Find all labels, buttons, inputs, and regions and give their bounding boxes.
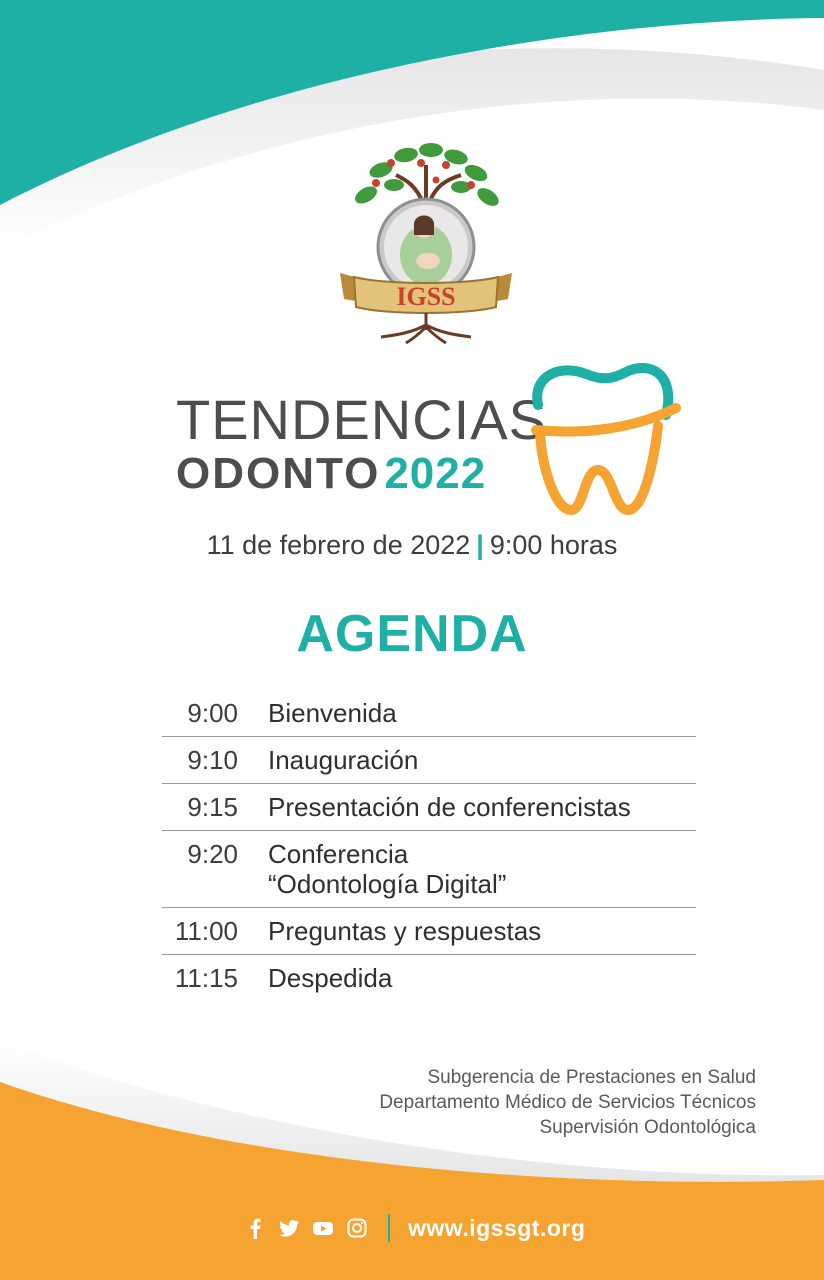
- agenda-time: 9:20: [187, 839, 238, 869]
- event-wordmark: [176, 388, 547, 498]
- event-date-time: [0, 530, 824, 561]
- igss-seal-logo: [336, 135, 516, 345]
- agenda-item: [162, 831, 696, 908]
- credit-line: Subgerencia de Prestaciones en Salud: [427, 1067, 756, 1088]
- agenda-label: Conferencia: [268, 839, 409, 869]
- instagram-icon[interactable]: [346, 1217, 368, 1239]
- agenda-title: AGENDA: [296, 605, 528, 663]
- footer-social: [244, 1214, 585, 1242]
- agenda-time: 11:00: [174, 916, 238, 946]
- agenda-list: [162, 690, 696, 1001]
- agenda-label: Presentación de conferencistas: [268, 792, 631, 822]
- agenda-time: 9:00: [187, 698, 238, 728]
- twitter-icon[interactable]: [278, 1217, 300, 1239]
- agenda-item: [162, 690, 696, 737]
- agenda-label: Despedida: [268, 963, 393, 993]
- agenda-item: [162, 784, 696, 831]
- agenda-label: Bienvenida: [268, 698, 397, 728]
- agenda-label-multiline: [268, 839, 506, 899]
- wordmark-line1: TENDENCIAS: [176, 388, 547, 451]
- tooth-logo-icon: [526, 360, 686, 525]
- facebook-icon[interactable]: [244, 1217, 266, 1239]
- youtube-icon[interactable]: [312, 1217, 334, 1239]
- wordmark-year: 2022: [384, 449, 487, 498]
- agenda-label: Preguntas y respuestas: [268, 916, 542, 946]
- credit-line: Departamento Médico de Servicios Técnicos: [379, 1092, 756, 1113]
- agenda-time: 9:15: [187, 792, 238, 822]
- agenda-item: [162, 955, 696, 1001]
- credit-line: Supervisión Odontológica: [539, 1117, 756, 1138]
- agenda-item: [162, 908, 696, 955]
- wordmark-odonto: ODONTO: [176, 449, 381, 498]
- date-separator: |: [476, 530, 484, 560]
- wordmark-line2: [176, 450, 516, 498]
- organizer-credits: [379, 1065, 756, 1140]
- igss-logo-text: IGSS: [396, 282, 456, 311]
- agenda-time: 9:10: [187, 745, 238, 775]
- event-time: 9:00 horas: [489, 530, 618, 560]
- agenda-time: 11:15: [174, 963, 238, 993]
- agenda-label: Inauguración: [268, 745, 419, 775]
- website-link[interactable]: www.igssgt.org: [408, 1214, 586, 1241]
- footer-divider: [388, 1214, 390, 1242]
- event-date: 11 de febrero de 2022: [206, 530, 471, 560]
- agenda-item: [162, 737, 696, 784]
- agenda-label-line2: “Odontología Digital”: [268, 869, 507, 899]
